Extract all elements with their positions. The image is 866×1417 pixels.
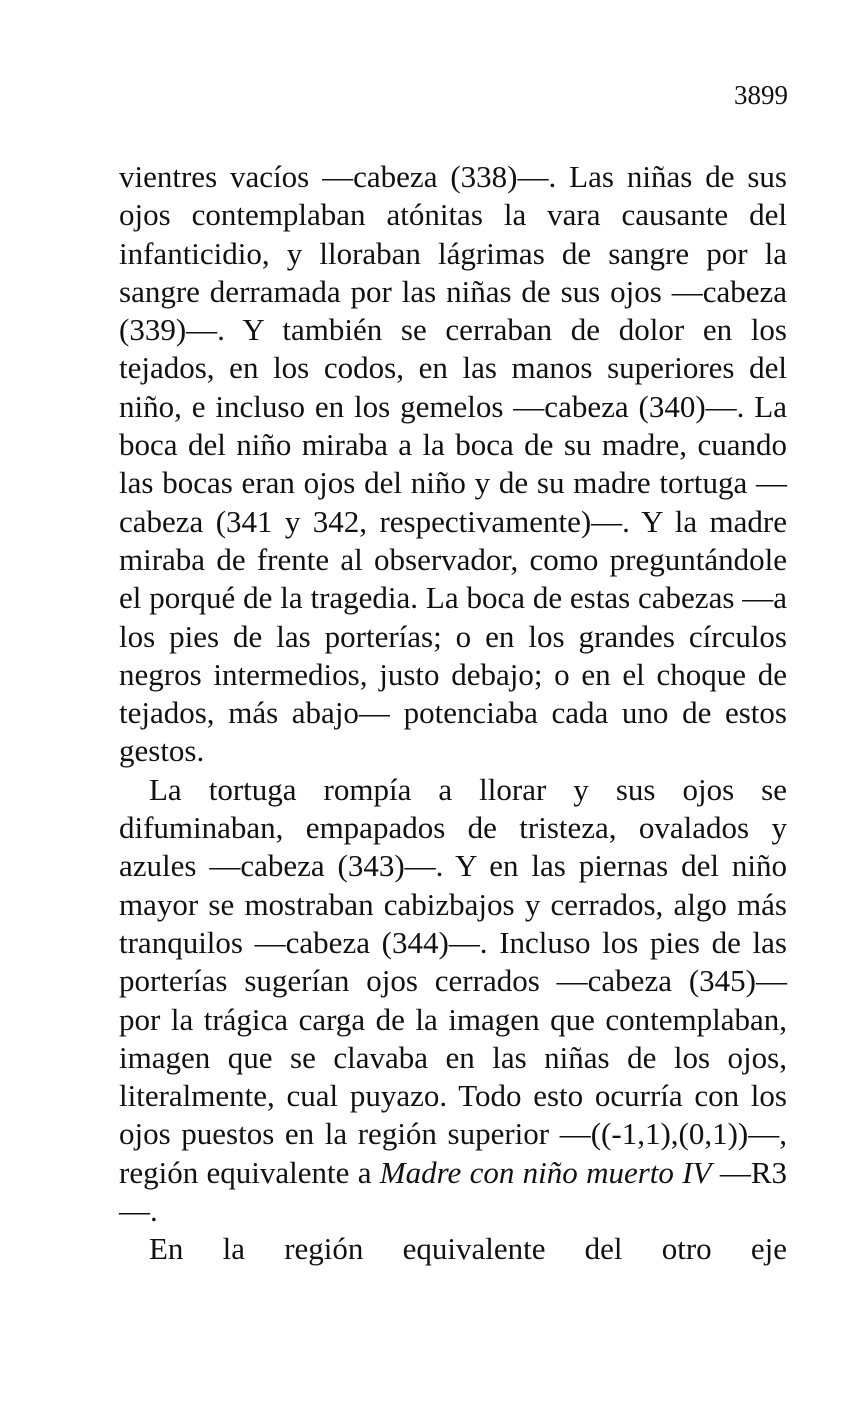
paragraph-2-final-line: En la región equivalente del otro eje [149,1231,787,1267]
paragraph-2-reference: —R3—. [119,1154,787,1229]
page-number: 3899 [734,80,788,110]
body-text [119,158,787,1269]
paragraph-1: vientres vacíos —cabeza (338)—. Las niñas de sus ojos contemplaban atónitas la vara causante del infanticidio, y lloraban lágrimas de sangre por la sangre derramada por las niñas de sus ojos —cabeza (339)—. Y también se cerraban de dolor en los tejados, en los codos, en las manos superiores del niño, e incluso en los gemelos —cabeza (340)—. La boca del niño miraba a la boca de su madre, cuando las bocas eran ojos del niño y de su madre tortuga —cabeza (341 y 342, respectivamente)—. Y la madre miraba de frente al observador, como preguntándole el porqué de la tragedia. La boca de estas cabezas —a los pies de las porterías; o en los grandes círculos negros intermedios, justo debajo; o en el choque de tejados, más abajo— potenciaba cada uno de estos gestos. [119,159,787,769]
paragraph-2 [119,771,787,1269]
paragraph-2-text: La tortuga rompía a llorar y sus ojos se difuminaban, empapados de tristeza, ovalados y azules —cabeza (343)—. Y en las piernas del niño mayor se mostraban cabizbajos y cerrados, algo más tranquilos —cabeza (344)—. Incluso los pies de las porterías sugerían ojos cerrados —cabeza (345)— por la trágica carga de la imagen que contemplaban, imagen que se clavaba en las niñas de los ojos, literalmente, cual puyazo. Todo esto ocurría con los ojos puestos en la región superior —((-1,1),(0,1))—, región equivalente a [119,771,787,1190]
artwork-title: Madre con niño muerto IV [379,1154,712,1190]
